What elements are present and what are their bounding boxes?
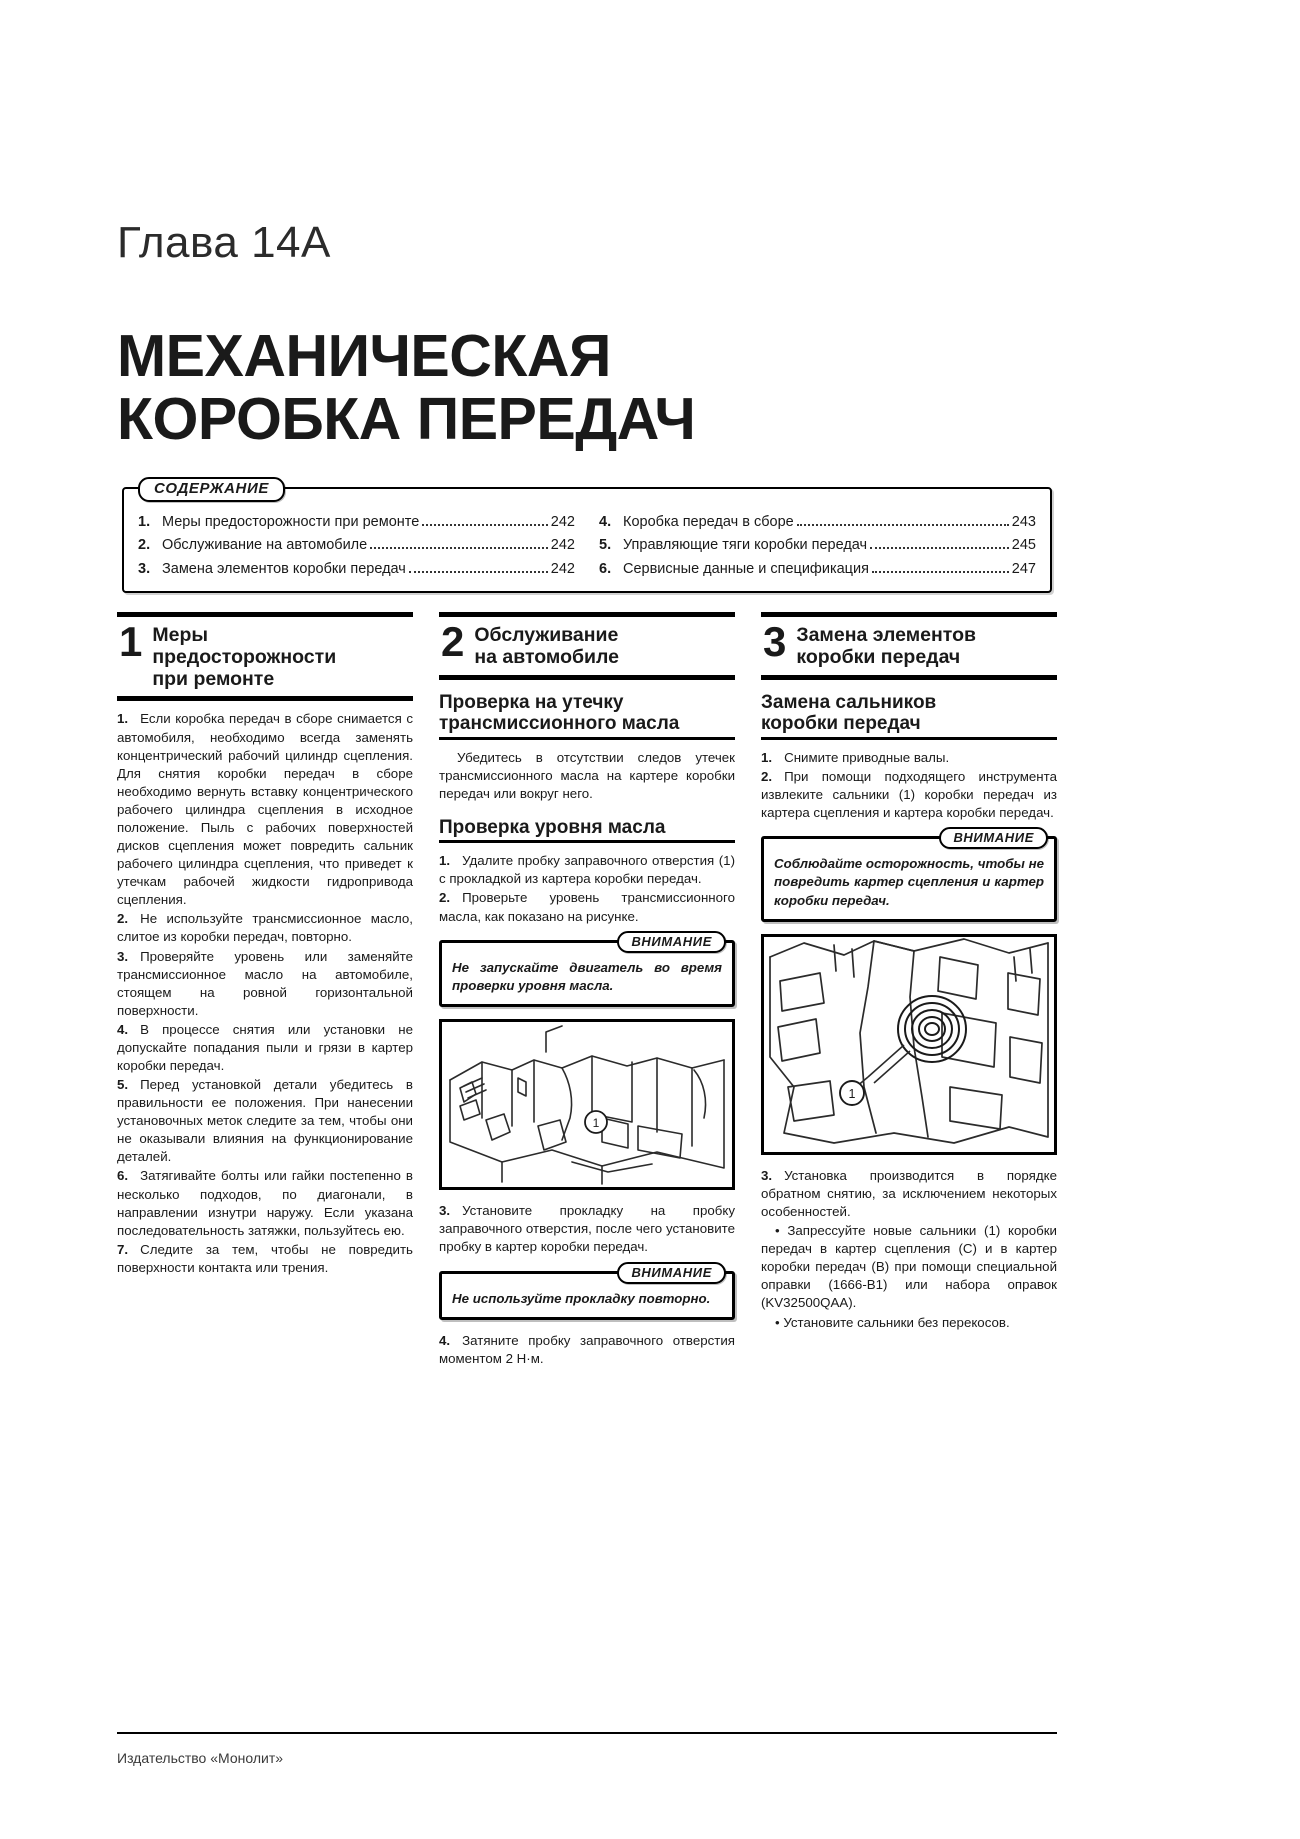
section-number: 1 (119, 618, 143, 665)
footer-publisher: Издательство «Монолит» (117, 1750, 284, 1766)
bullet-paragraph (761, 1222, 1057, 1312)
toc-entry[interactable] (599, 534, 1036, 557)
paragraph (117, 1241, 413, 1277)
toc-entry[interactable] (138, 534, 575, 557)
column-1 (117, 612, 413, 1702)
paragraph (439, 749, 735, 803)
subsection-title (439, 817, 735, 843)
paragraph-text: Если коробка передач в сборе снимается с автомобиля, необходимо всегда заменять концентрический рабочий цилиндр сцепления. Для снятия коробки передач в сборе необходимо вернуть вставку концентрического рабочего цилиндра сцепления в исходное положение. Пыль с рабочих поверхностей дисков сцепления может повредить сальник рабочего цилиндра сцепления, что приведет к утечкам рабочей жидкости гидропривода сцепления. (117, 711, 413, 908)
page-title-line-2: КОРОБКА ПЕРЕДАЧ (117, 386, 696, 453)
paragraph-number: 4. (117, 1021, 129, 1037)
paragraph-text: В процессе снятия или установки не допускайте попадания пыли и грязи в картер коробки передач. (117, 1021, 413, 1073)
paragraph-text: Установите прокладку на пробку заправочного отверстия, после чего установите пробку в картер коробки передач. (439, 1203, 735, 1255)
toc-entry[interactable] (138, 558, 575, 581)
paragraph-text: Убедитесь в отсутствии следов утечек трансмиссионного масла на картере коробки передач или вокруг него. (439, 749, 735, 801)
section-title (796, 624, 976, 669)
paragraph-text: Затягивайте болты или гайки постепенно в несколько подходов, по диагонали, в направлении изнутри наружу. Если указана последовательность затяжки, пользуйтесь ею. (117, 1168, 413, 1238)
section-title-line-2: на автомобиле (474, 645, 620, 668)
toc-page-number: 243 (1011, 514, 1036, 530)
toc-entry[interactable] (138, 511, 575, 534)
toc-leader (870, 546, 1009, 549)
section-title (474, 624, 619, 669)
paragraph (117, 1076, 413, 1166)
section-header-1 (117, 612, 413, 701)
paragraph (117, 710, 413, 909)
paragraph-number: 3. (761, 1167, 773, 1183)
paragraph-number: 3. (439, 1203, 451, 1219)
paragraph-text: Не используйте трансмиссионное масло, слитое из коробки передач, повторно. (117, 911, 413, 945)
toc-leader (422, 523, 547, 526)
paragraph-number: 6. (117, 1168, 129, 1184)
page-title-line-1: МЕХАНИЧЕСКАЯ (117, 323, 611, 389)
figure-callout-label: 1 (848, 1086, 856, 1101)
table-of-contents (122, 480, 1052, 593)
paragraph-text: Следите за тем, чтобы не повредить поверхности контакта или трения. (117, 1241, 413, 1275)
toc-label: Меры предосторожности при ремонте (162, 514, 420, 530)
warning-tab-label: ВНИМАНИЕ (617, 1262, 726, 1284)
paragraph (439, 1332, 735, 1368)
subsection-title-line-1: Проверка на утечку (439, 691, 624, 713)
paragraph-number: 1. (439, 853, 451, 869)
paragraph-text: Перед установкой детали убедитесь в правильности ее положения. При нанесении установочных меток следите за тем, чтобы они не оказывали влияния на функционирование деталей. (117, 1077, 413, 1165)
column-3 (761, 612, 1057, 1702)
page-title (117, 325, 1067, 451)
toc-leader (872, 570, 1009, 573)
paragraph-number: 3. (117, 948, 129, 964)
section-header-2 (439, 612, 735, 680)
paragraph (761, 768, 1057, 822)
toc-leader (797, 523, 1009, 526)
section-title (152, 624, 336, 690)
paragraph (439, 852, 735, 888)
toc-entry[interactable] (599, 511, 1036, 534)
toc-number: 5. (599, 537, 612, 554)
toc-label: Коробка передач в сборе (623, 514, 794, 530)
warning-tab-label: ВНИМАНИЕ (617, 931, 726, 953)
subsection-title-line-2: трансмиссионного масла (439, 713, 680, 735)
toc-entry[interactable] (599, 558, 1036, 581)
toc-label: Управляющие тяги коробки передач (623, 537, 868, 554)
paragraph-text: • Установите сальники без перекосов. (775, 1314, 1010, 1330)
warning-box (761, 829, 1057, 922)
warning-text: Не используйте прокладку повторно. (452, 1290, 711, 1306)
toc-label: Обслуживание на автомобиле (162, 537, 368, 554)
paragraph (117, 1021, 413, 1075)
bullet-paragraph (761, 1314, 1057, 1332)
section-header-3 (761, 612, 1057, 680)
paragraph-number: 2. (761, 768, 773, 784)
toc-leader (409, 570, 548, 573)
section-title-line-2: предосторожности (152, 645, 337, 668)
toc-number: 3. (138, 560, 151, 577)
paragraph-number: 5. (117, 1077, 129, 1093)
toc-leader (370, 546, 548, 549)
figure-callout-label: 1 (592, 1116, 600, 1131)
toc-number: 6. (599, 560, 612, 577)
toc-page-number: 247 (1011, 560, 1036, 577)
toc-number: 4. (599, 514, 612, 530)
subsection-title-line-1: Замена сальников (761, 691, 937, 713)
toc-number: 2. (138, 537, 151, 554)
section-number: 3 (763, 618, 787, 665)
subsection-title-line-1: Проверка уровня масла (439, 816, 666, 838)
paragraph (439, 1202, 735, 1256)
toc-label: Сервисные данные и спецификация (623, 560, 869, 577)
section-title-line-1: Меры (152, 624, 209, 646)
paragraph (117, 1167, 413, 1239)
paragraph (117, 948, 413, 1020)
paragraph-number: 7. (117, 1241, 129, 1257)
paragraph-number: 2. (439, 890, 451, 906)
column-2 (439, 612, 735, 1702)
figure-seal-replacement (761, 934, 1057, 1155)
subsection-title (439, 692, 735, 740)
paragraph-number: 4. (439, 1332, 451, 1348)
paragraph-number: 1. (761, 749, 773, 765)
chapter-label: Глава 14А (117, 218, 331, 267)
paragraph-text: Удалите пробку заправочного отверстия (1) с прокладкой из картера коробки передач. (439, 853, 735, 887)
warning-box (439, 933, 735, 1008)
paragraph-text: Проверяйте уровень или заменяйте трансмиссионное масло на автомобиле, стоящем на ровной горизонтальной поверхности. (117, 948, 413, 1018)
paragraph-number: 1. (117, 711, 129, 727)
contents-column-left (138, 511, 575, 581)
warning-tab-label: ВНИМАНИЕ (939, 827, 1048, 849)
warning-text: Соблюдайте осторожность, чтобы не повредить картер сцепления и картер коробки передач. (774, 855, 1044, 908)
toc-page-number: 245 (1011, 537, 1036, 554)
contents-column-right (599, 511, 1036, 581)
paragraph-text: При помощи подходящего инструмента извлеките сальники (1) коробки передач из картера сцепления и картера коробки передач. (761, 768, 1057, 820)
figure-illustration (764, 937, 1054, 1152)
paragraph-text: Проверьте уровень трансмиссионного масла, как показано на рисунке. (439, 890, 735, 924)
toc-page-number: 242 (550, 560, 575, 577)
figure-oil-level-check (439, 1019, 735, 1190)
toc-label: Замена элементов коробки передач (162, 560, 406, 577)
footer-divider (117, 1732, 1057, 1734)
toc-page-number: 242 (550, 514, 575, 530)
contents-box (122, 480, 1052, 593)
contents-tab-label: СОДЕРЖАНИЕ (138, 477, 285, 502)
toc-page-number: 242 (550, 537, 575, 554)
paragraph-number: 2. (117, 911, 129, 927)
section-number: 2 (441, 618, 465, 665)
section-title-line-3: при ремонте (152, 667, 275, 690)
toc-number: 1. (138, 514, 151, 530)
figure-illustration (442, 1022, 732, 1187)
section-title-line-2: коробки передач (796, 645, 961, 668)
subsection-title-line-2: коробки передач (761, 713, 921, 735)
content-columns (117, 612, 1057, 1702)
section-title-line-1: Замена элементов (796, 624, 976, 646)
paragraph-text: Снимите приводные валы. (784, 749, 950, 765)
paragraph-text: Установка производится в порядке обратном снятию, за исключением некоторых особенностей. (761, 1167, 1057, 1220)
paragraph (117, 910, 413, 946)
paragraph-text: • Запрессуйте новые сальники (1) коробки передач в картер сцепления (С) и в картер коробки передач (В) при помощи специальной оправки (1666-В1) или набора оправок (KV32500QAA). (761, 1223, 1057, 1311)
warning-text: Не запускайте двигатель во время проверки уровня масла. (452, 959, 722, 993)
paragraph (761, 1167, 1057, 1221)
warning-box (439, 1264, 735, 1320)
paragraph (439, 889, 735, 925)
paragraph (761, 749, 1057, 767)
section-title-line-1: Обслуживание (474, 624, 619, 646)
subsection-title (761, 692, 1057, 740)
paragraph-text: Затяните пробку заправочного отверстия моментом 2 Н·м. (439, 1332, 735, 1366)
